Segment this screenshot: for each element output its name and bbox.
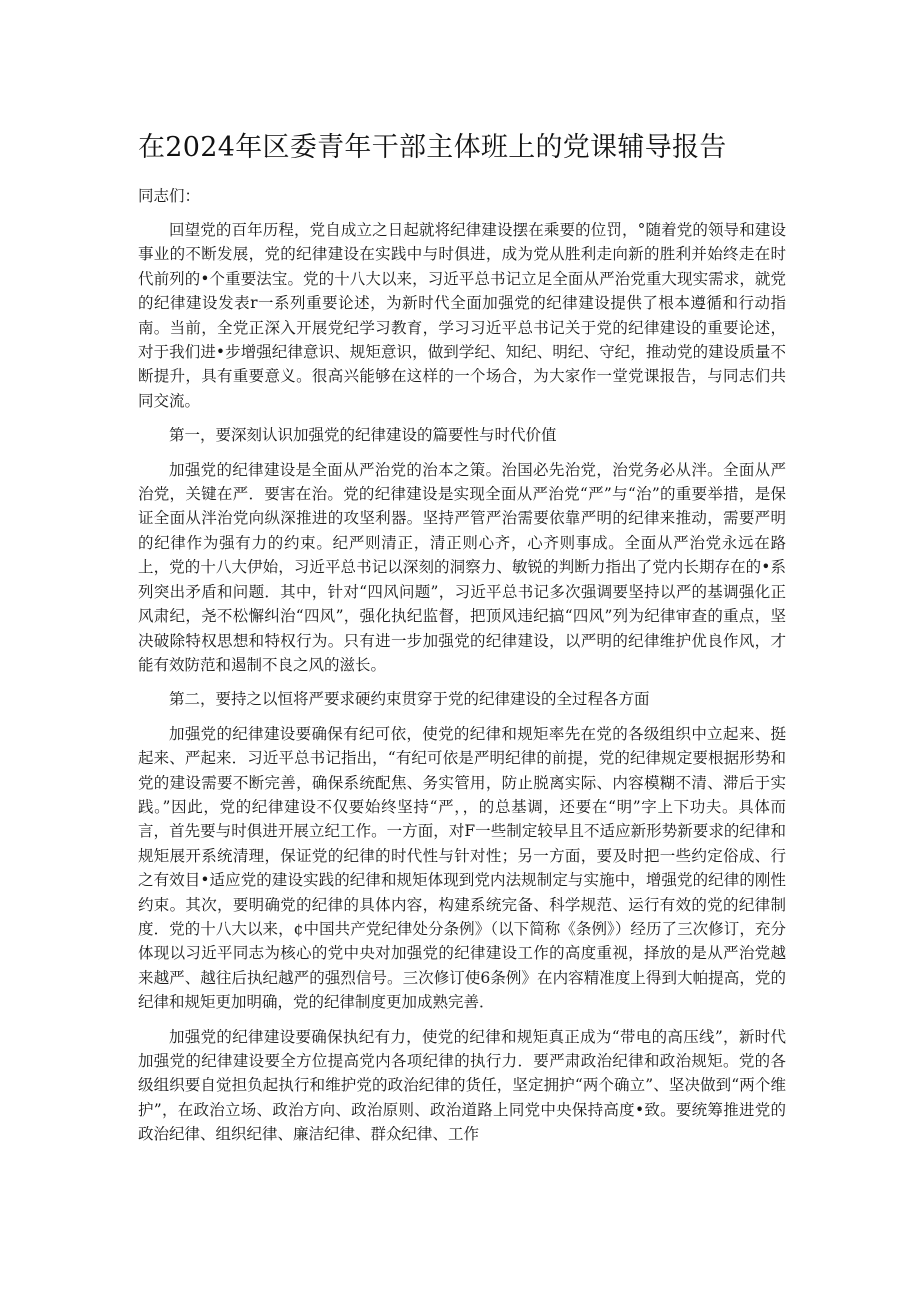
paragraph-section-2-a: 加强党的纪律建设要确保有纪可依，使党的纪律和规矩率先在党的各级组织中立起来、挺起来、严起来．习近平总书记指出，“有纪可依是严明纪律的前提，党的纪律规定要根据形势和党的建设需要不断完善，确保系统配焦、务实管用，防止脱离实际、内容模糊不清、滞后于实践。”因此，党的纪律建设不仅要始终坚持“严，，的总基调，还要在“明”字上下功夫。具体而言，首先要与时俱进开展立纪工作。一方面，对F一些制定较早且不适应新形势新要求的纪律和规矩展开系统清理，保证党的纪律的时代性与针对性；另一方面，要及时把一些约定俗成、行之有效目•适应党的建设实践的纪律和规矩体现到党内法规制定与实施中，增强党的纪律的刚性约束。其次，要明确党的纪律的具体内容，构建系统完备、科学规范、运行有效的党的纪律制度．党的十八大以来，¢中国共产党纪律处分条例》（以下简称《条例》）经历了三次修订，充分体现以习近平同志为核心的党中央对加强党的纪律建设工作的高度重视，择放的是从严治党越来越严、越往后执纪越严的强烈信号。三次修订使6条例》在内容精准度上得到大帕提高，党的纪律和规矩更加明确，党的纪律制度更加成熟完善．	[138, 724, 786, 1012]
paragraph-section-1: 加强党的纪律建设是全面从严治党的治本之策。治国必先治党，治党务必从泮。全面从严治党，关键在严．要害在治。党的纪律建设是实现全面从严治党“严”与“治”的重要举措，是保证全面从泮治党向纵深推进的攻坚利器。坚持严管严治需要依靠严明的纪律来推动，需要严明的纪律作为强有力的约束。纪严则清正，清正则心齐，心齐则事成。全面从严治党永远在路上，党的十八大伊始，习近平总书记以深刻的洞察力、敏锐的判断力指出了党内长期存在的•系列突出矛盾和问题．其中，针对“四风问题”，习近平总书记多次强调要坚持以严的基调强化正风肃纪，尧不松懈纠治“四风”，强化执纪监督，把顶风违纪搞“四风”列为纪律审查的重点，坚决破除特权思想和特权行为。只有进一步加强党的纪律建设，以严明的纪律维护优良作风，才能有效防范和遏制不良之风的滋长。	[138, 460, 786, 674]
section-heading-1: 第一，要深刻认识加强党的纪律建设的篇要性与时代价值	[169, 426, 557, 445]
paragraph-intro: 回望党的百年历程，党自成立之日起就将纪律建设摆在乘要的位罚，°随着党的领导和建设事业的不断发展，党的纪律建设在实践中与时俱进，成为党从胜利走向新的胜利并始终走在时代前列的•个重要法宝。党的十八大以来，习近平总书记立足全面从严治党重大现实需求，就党的纪律建设发表r一系列重要论述，为新时代全面加强党的纪律建设提供了根本遵循和行动指南。当前，全党正深入开展党纪学习教育，学习习近平总书记关于党的纪律建设的重要论述，对于我们进•步增强纪律意识、规矩意识，做到学纪、知纪、明纪、守纪，推动党的建设质量不断提升，具有重要意义。很高兴能够在这样的一个场合，为大家作一堂党课报告，与同志们共同交流。	[138, 221, 786, 410]
document-title: 在2024年区委青年干部主体班上的党课辅导报告	[138, 132, 727, 163]
paragraph-section-2-b: 加强党的纪律建设要确保执纪有力，使党的纪律和规矩真正成为“带电的高压线”，新时代加强党的纪律建设要全方位提高党内各项纪律的执行力．要严肃政治纪律和政治规矩。党的各级组织要自觉担负起执行和维护党的政治纪律的货任，坚定拥护“两个确立”、坚决做到“两个维护”，在政治立场、政治方向、政治原则、政治道路上同党中央保持高度•致。要统筹推进党的政治纪律、组织纪律、廉洁纪律、群众纪律、工作	[138, 1027, 786, 1144]
section-heading-2: 第二，要持之以恒将严要求硬约束贯穿于党的纪律建设的全过程各方面	[169, 690, 650, 709]
greeting: 同志们：	[138, 187, 201, 205]
document-page	[138, 128, 786, 1157]
